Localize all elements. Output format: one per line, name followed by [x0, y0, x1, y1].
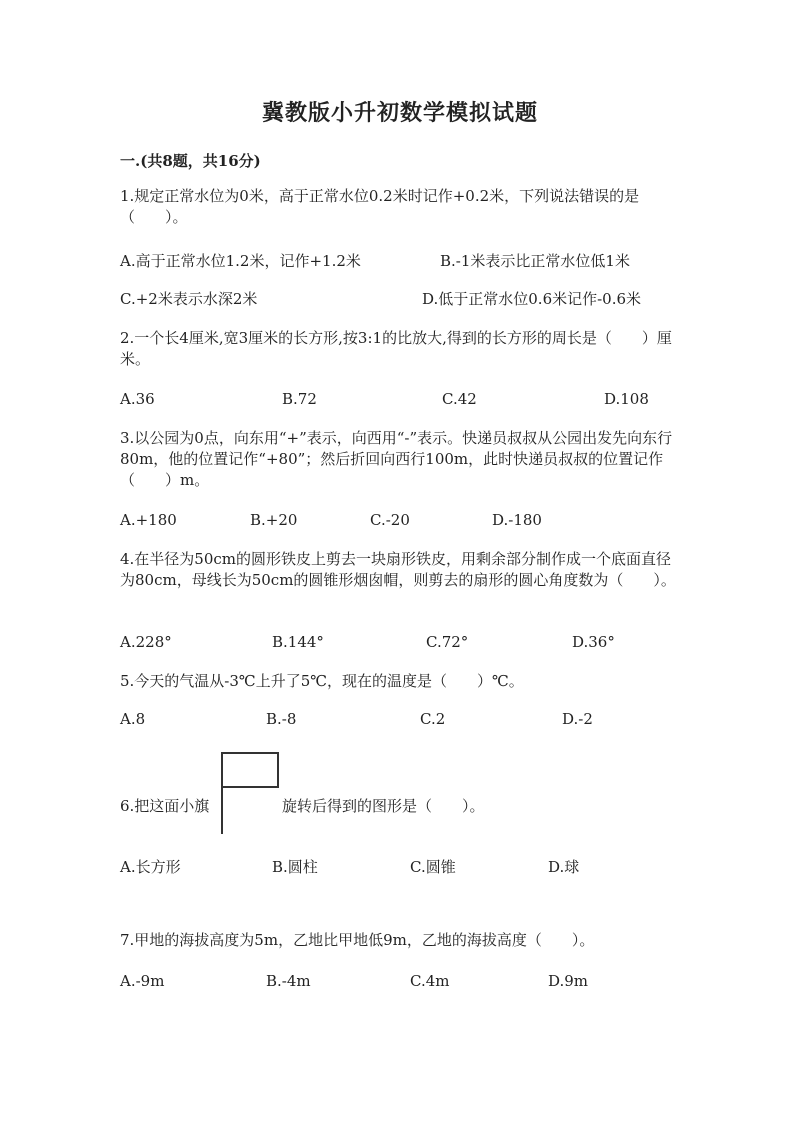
question-6-text-end: 旋转后得到的图形是（ ）。	[282, 797, 485, 815]
question-7-option-c[interactable]: C.4m	[410, 972, 450, 990]
question-3-option-b[interactable]: B.+20	[250, 511, 298, 529]
question-6-option-b[interactable]: B.圆柱	[272, 858, 318, 876]
question-2-option-c[interactable]: C.42	[442, 390, 477, 408]
question-4-option-d[interactable]: D.36°	[572, 633, 615, 651]
question-4: 4.在半径为50cm的圆形铁皮上剪去一块扇形铁皮，用剩余部分制作成一个底面直径为80cm，母线长为50cm的圆锥形烟囱帽，则剪去的扇形的圆心角度数为（ ）。	[120, 550, 676, 589]
flag-banner	[222, 753, 278, 787]
question-1: 1.规定正常水位为0米，高于正常水位0.2米时记作+0.2米，下列说法错误的是（ ）。	[120, 187, 640, 226]
question-2-option-b[interactable]: B.72	[282, 390, 317, 408]
question-6-option-c[interactable]: C.圆锥	[410, 858, 456, 876]
question-6-option-a[interactable]: A.长方形	[120, 858, 181, 876]
question-3: 3.以公园为0点，向东用“+”表示，向西用“-”表示。快递员叔叔从公园出发先向东行80m，他的位置记作“+80”；然后折回向西行100m，此时快递员叔叔的位置记作（ ）m。	[120, 429, 673, 489]
question-4-options	[120, 633, 680, 653]
question-1-option-c[interactable]: C.+2米表示水深2米	[120, 290, 258, 308]
question-2: 2.一个长4厘米,宽3厘米的长方形,按3:1的比放大,得到的长方形的周长是（ ）厘米。	[120, 329, 672, 368]
question-7-options	[120, 972, 680, 992]
question-5-option-d[interactable]: D.-2	[562, 710, 593, 728]
question-4-option-a[interactable]: A.228°	[120, 633, 172, 651]
question-1-options-row-2	[120, 288, 680, 308]
question-4-option-b[interactable]: B.144°	[272, 633, 324, 651]
flag-figure	[220, 752, 280, 834]
question-5-option-c[interactable]: C.2	[420, 710, 446, 728]
page-title: 冀教版小升初数学模拟试题	[261, 100, 538, 126]
question-1-option-d[interactable]: D.低于正常水位0.6米记作-0.6米	[422, 290, 642, 308]
question-6-options	[120, 856, 680, 876]
question-6-text-start: 6.把这面小旗	[120, 797, 210, 815]
question-2-options	[120, 390, 680, 410]
section-heading: 一.(共8题，共16分)	[120, 152, 261, 170]
question-1-options	[120, 250, 680, 270]
question-5: 5.今天的气温从-3℃上升了5℃，现在的温度是（ ）℃。	[120, 672, 524, 690]
question-3-option-d[interactable]: D.-180	[492, 511, 542, 529]
question-6-option-d[interactable]: D.球	[548, 858, 580, 876]
question-7-option-a[interactable]: A.-9m	[120, 972, 165, 990]
question-5-options	[120, 710, 680, 730]
question-1-option-a[interactable]: A.高于正常水位1.2米，记作+1.2米	[120, 252, 361, 270]
question-5-option-b[interactable]: B.-8	[266, 710, 297, 728]
question-1-option-b[interactable]: B.-1米表示比正常水位低1米	[440, 252, 630, 270]
question-4-option-c[interactable]: C.72°	[426, 633, 469, 651]
question-7: 7.甲地的海拔高度为5m，乙地比甲地低9m，乙地的海拔高度（ ）。	[120, 931, 595, 949]
question-2-option-a[interactable]: A.36	[120, 390, 155, 408]
question-3-option-a[interactable]: A.+180	[120, 511, 177, 529]
question-3-option-c[interactable]: C.-20	[370, 511, 410, 529]
question-7-option-b[interactable]: B.-4m	[266, 972, 311, 990]
question-2-option-d[interactable]: D.108	[604, 390, 649, 408]
question-7-option-d[interactable]: D.9m	[548, 972, 589, 990]
question-5-option-a[interactable]: A.8	[120, 710, 146, 728]
question-3-options	[120, 511, 680, 531]
